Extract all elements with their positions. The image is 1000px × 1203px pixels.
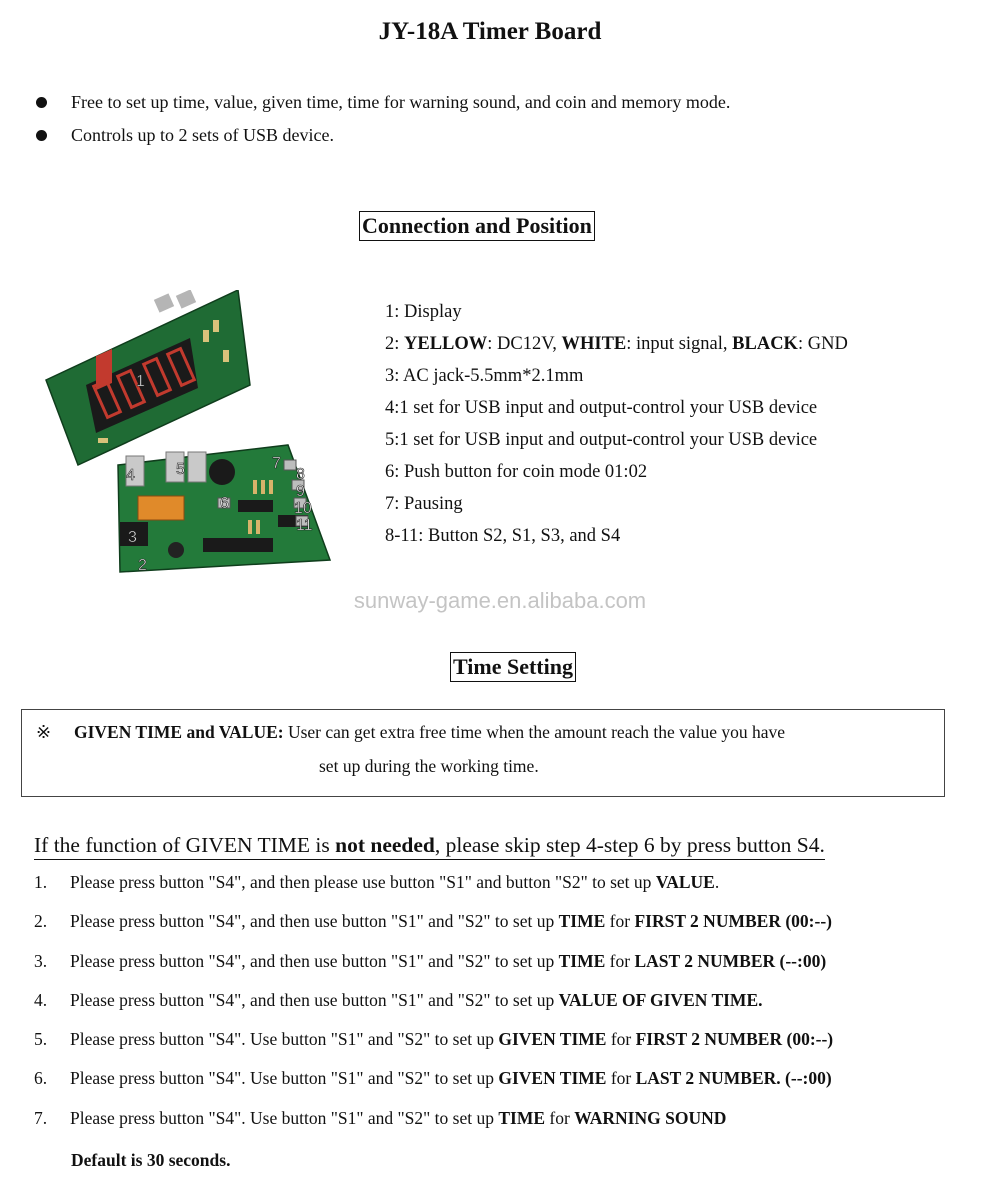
board-label-11: 11 — [296, 517, 313, 534]
list-item: 6: Push button for coin mode 01:02 — [385, 462, 648, 482]
board-label-2: 2 — [138, 557, 147, 574]
list-item: 4. Please press button "S4", and then use button "S1" and "S2" to set up VALUE OF GIVEN TIME. — [34, 989, 763, 1010]
list-item: 5. Please press button "S4". Use button "S1" and "S2" to set up GIVEN TIME for FIRST 2 NUMBER (00:--) — [34, 1029, 834, 1050]
board-label-8: 8 — [296, 466, 305, 483]
list-item: 3. Please press button "S4", and then use button "S1" and "S2" to set up TIME for LAST 2 NUMBER (--:00) — [34, 950, 827, 971]
relay — [138, 496, 184, 520]
resistor — [253, 480, 257, 494]
usb-port-top — [154, 293, 174, 312]
resistor — [261, 480, 265, 494]
ic-chip — [203, 538, 273, 552]
list-item — [36, 119, 730, 152]
board-label-7: 7 — [272, 455, 281, 472]
board-label-6: 6 — [220, 495, 229, 512]
board-label-5: 5 — [176, 461, 185, 478]
usb-port-top — [176, 290, 196, 309]
ic-chip — [238, 500, 273, 512]
feature-text: Free to set up time, value, given time, time for warning sound, and coin and memory mode. — [71, 92, 731, 112]
connection-list — [385, 298, 848, 554]
feature-text: Controls up to 2 sets of USB device. — [71, 125, 334, 145]
component — [98, 438, 108, 443]
list-item: 7. Please press button "S4". Use button "S1" and "S2" to set up TIME for WARNING SOUND — [34, 1107, 727, 1128]
component — [213, 320, 219, 332]
feature-list — [36, 86, 730, 152]
note-text: set up during the working time. — [319, 756, 539, 776]
board-label-1: 1 — [136, 373, 145, 390]
component — [223, 350, 229, 362]
list-item: 6. Please press button "S4". Use button "S1" and "S2" to set up GIVEN TIME for LAST 2 NUMBER. (--:00) — [34, 1068, 832, 1089]
connection-heading: Connection and Position — [359, 211, 595, 241]
reference-mark-icon: ※ — [36, 722, 52, 742]
resistor — [256, 520, 260, 534]
list-item: 1: Display — [385, 302, 462, 322]
timer-board-image — [38, 290, 338, 580]
component — [203, 330, 209, 342]
list-item: 7: Pausing — [385, 494, 463, 514]
buzzer — [209, 459, 235, 485]
board-label-3: 3 — [128, 529, 137, 546]
capacitor — [168, 542, 184, 558]
list-item: 5:1 set for USB input and output-control your USB device — [385, 430, 818, 450]
push-button — [284, 460, 296, 470]
bullet-dot-icon — [36, 97, 47, 108]
resistor — [248, 520, 252, 534]
usb-socket-5 — [188, 452, 206, 482]
board-label-4: 4 — [126, 467, 135, 484]
list-item: 1. Please press button "S4", and then please use button "S1" and button "S2" to set up VALUE. — [34, 872, 720, 892]
list-item: 2. Please press button "S4", and then use button "S1" and "S2" to set up TIME for FIRST 2 NUMBER (00:--) — [34, 911, 832, 932]
note-box — [21, 709, 945, 797]
board-label-9: 9 — [296, 483, 305, 500]
list-item: 3: AC jack-5.5mm*2.1mm — [385, 366, 584, 386]
note-text: GIVEN TIME and VALUE: User can get extra free time when the amount reach the value you have — [74, 722, 786, 742]
list-item: 8-11: Button S2, S1, S3, and S4 — [385, 526, 621, 546]
list-item: 4:1 set for USB input and output-control your USB device — [385, 398, 818, 418]
resistor — [269, 480, 273, 494]
skip-instruction: If the function of GIVEN TIME is not needed, please skip step 4-step 6 by press button S4. — [34, 832, 825, 860]
list-item — [36, 86, 730, 119]
board-label-10: 10 — [294, 500, 312, 517]
time-setting-heading: Time Setting — [450, 652, 576, 682]
page-title: JY-18A Timer Board — [378, 18, 602, 45]
steps-list — [34, 872, 833, 1147]
default-note: Default is 30 seconds. — [71, 1150, 231, 1170]
bullet-dot-icon — [36, 130, 47, 141]
list-item: 2: YELLOW: DC12V, WHITE: input signal, BLACK: GND — [385, 334, 848, 354]
watermark: sunway-game.en.alibaba.com — [353, 588, 647, 613]
